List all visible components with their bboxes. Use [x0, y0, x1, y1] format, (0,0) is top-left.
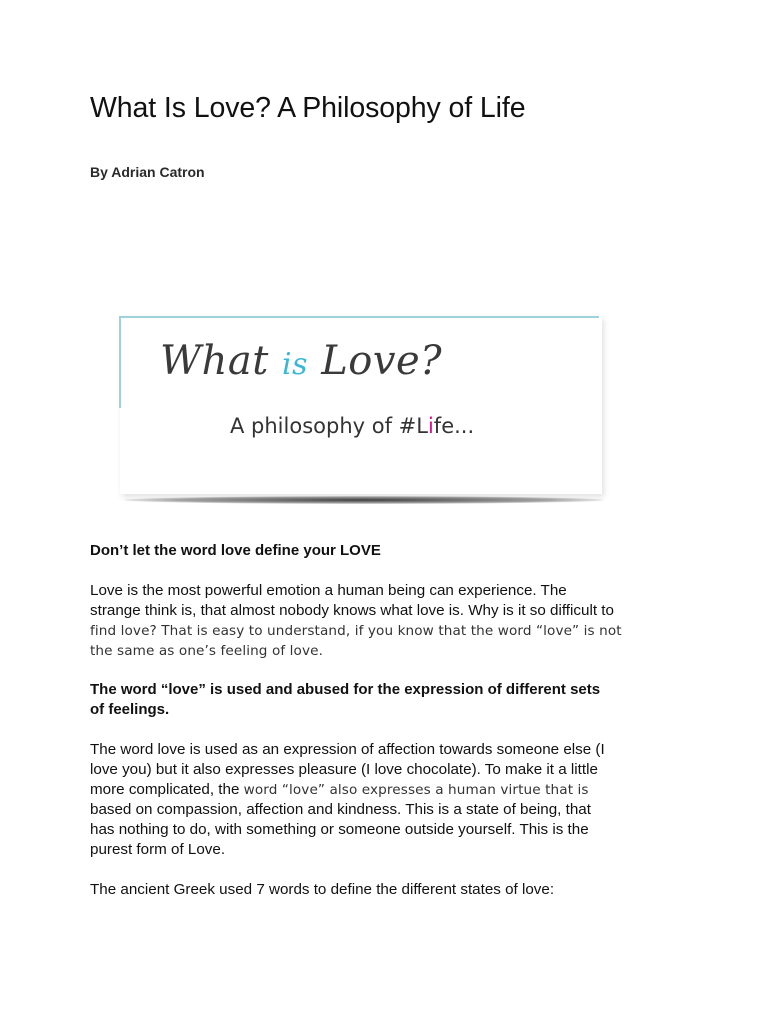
paragraph-1-line-1: Love is the most powerful emotion a human being can experience. The	[90, 582, 567, 599]
paragraph-2-line-5: has nothing to do, with something or someone outside yourself. This is the	[90, 821, 589, 838]
section-heading-2-line-1: The word “love” is used and abused for the expression of different sets	[90, 681, 601, 698]
paragraph-3: The ancient Greek used 7 words to define the different states of love:	[90, 881, 555, 898]
paragraph-1-line-3: find love? That is easy to understand, if you know that the word “love” is not	[90, 623, 622, 639]
section-heading-2-line-2: of feelings.	[90, 701, 170, 718]
banner-image	[114, 290, 620, 518]
banner-sub-i: i	[427, 414, 434, 438]
banner-script-part2: Love?	[308, 338, 443, 384]
paragraph-2-line-6: purest form of Love.	[90, 841, 226, 858]
article-title: What Is Love? A Philosophy of Life	[90, 92, 526, 124]
banner-shadow	[124, 496, 604, 504]
banner-subtitle	[230, 414, 474, 438]
section-heading-1: Don’t let the word love define your LOVE	[90, 542, 381, 559]
banner-sub-part2: fe...	[433, 414, 475, 438]
banner-sub-part1: A philosophy of #L	[230, 414, 428, 438]
paragraph-2-line-4: based on compassion, affection and kindness. This is a state of being, that	[90, 801, 591, 818]
paragraph-1-line-2: strange think is, that almost nobody knows what love is. Why is it so difficult to	[90, 602, 614, 619]
banner-script-title	[160, 338, 442, 384]
paragraph-1	[90, 581, 690, 661]
paragraph-2-line-3-regular: more complicated, the	[90, 781, 244, 798]
section-heading-2	[90, 680, 600, 720]
paragraph-2-line-3-light: word “love” also expresses a human virtue that is	[243, 782, 589, 798]
paragraph-2	[90, 740, 690, 860]
paragraph-2-line-3	[90, 780, 690, 800]
banner-script-is: is	[282, 347, 309, 382]
banner-frame-top	[119, 316, 599, 318]
paragraph-1-line-4: the same as one’s feeling of love.	[90, 643, 323, 659]
paragraph-2-line-1: The word love is used as an expression of affection towards someone else (I	[90, 741, 605, 758]
banner-frame-left	[119, 316, 121, 408]
author-byline: By Adrian Catron	[90, 164, 205, 180]
paragraph-2-line-2: love you) but it also expresses pleasure (I love chocolate). To make it a little	[90, 761, 598, 778]
banner-script-part1: What	[160, 338, 283, 384]
